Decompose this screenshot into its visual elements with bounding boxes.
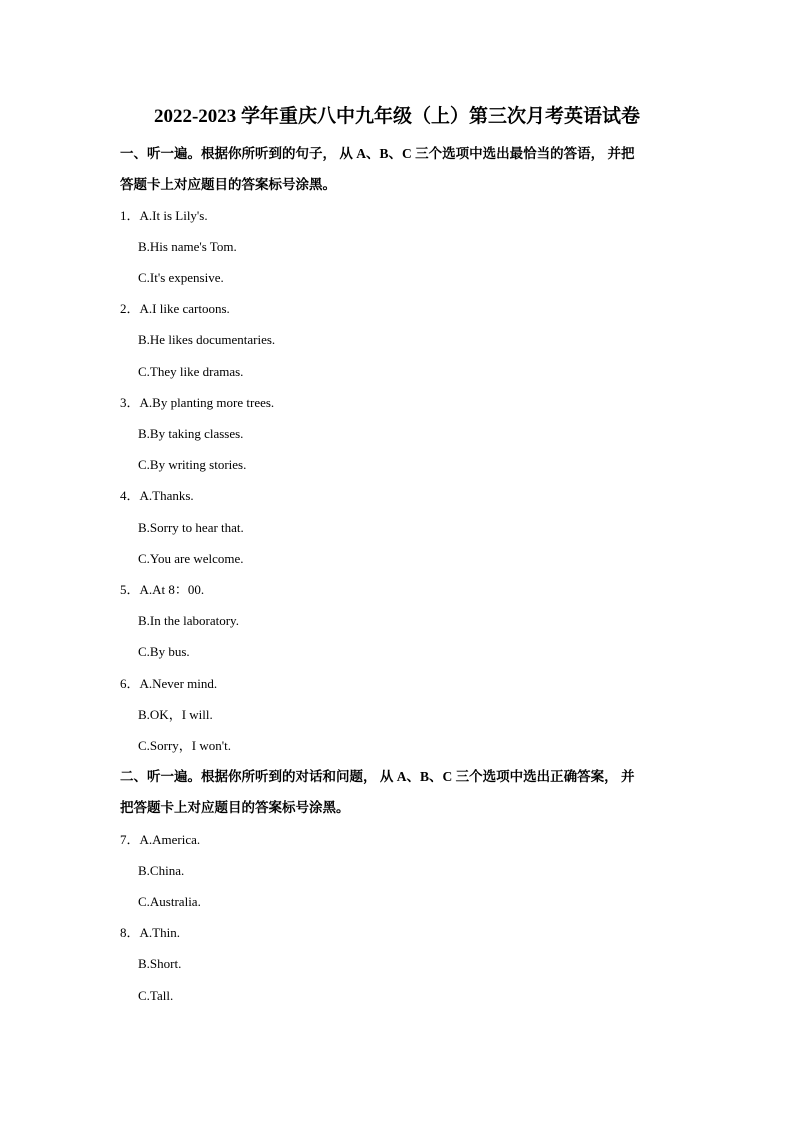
section-2-instructions xyxy=(120,767,680,818)
question-8-option-b: B.Short. xyxy=(138,956,182,971)
option-a: A.It is Lily's. xyxy=(139,208,208,223)
question-number: 8． xyxy=(120,925,140,940)
question-number: 4． xyxy=(120,488,140,503)
question-3 xyxy=(120,394,274,412)
question-3-option-b: B.By taking classes. xyxy=(138,426,244,441)
option-a: A.By planting more trees. xyxy=(139,395,275,410)
question-1 xyxy=(120,207,208,225)
question-2 xyxy=(120,300,230,318)
section-2-line-1: 二、听一遍。根据你所听到的对话和问题， 从 A、B、C 三个选项中选出正确答案， 并 xyxy=(120,769,635,784)
section-1-line-2: 答题卡上对应题目的答案标号涂黑。 xyxy=(120,177,336,192)
question-4 xyxy=(120,487,194,505)
page-title: 2022-2023 学年重庆八中九年级（上）第三次月考英语试卷 xyxy=(153,106,641,127)
question-3-option-c: C.By writing stories. xyxy=(138,457,247,472)
question-7-option-b: B.China. xyxy=(138,863,185,878)
question-5 xyxy=(120,581,204,599)
option-a: A.Thin. xyxy=(139,925,180,940)
question-number: 6． xyxy=(120,676,140,691)
question-6 xyxy=(120,675,217,693)
question-4-option-c: C.You are welcome. xyxy=(138,551,244,566)
question-8 xyxy=(120,924,180,942)
question-5-option-c: C.By bus. xyxy=(138,644,190,659)
question-5-option-b: B.In the laboratory. xyxy=(138,613,239,628)
question-7 xyxy=(120,831,200,849)
question-2-option-c: C.They like dramas. xyxy=(138,364,244,379)
option-a: A.Thanks. xyxy=(139,488,194,503)
option-a: A.At 8：00. xyxy=(139,582,205,597)
question-number: 7． xyxy=(120,832,140,847)
question-number: 5． xyxy=(120,582,140,597)
option-a: A.America. xyxy=(139,832,201,847)
question-6-option-c: C.Sorry，I won't. xyxy=(138,738,231,753)
option-a: A.Never mind. xyxy=(139,676,218,691)
question-number: 2． xyxy=(120,301,140,316)
question-6-option-b: B.OK，I will. xyxy=(138,707,213,722)
question-1-option-b: B.His name's Tom. xyxy=(138,239,237,254)
question-number: 3． xyxy=(120,395,140,410)
question-number: 1． xyxy=(120,208,140,223)
question-4-option-b: B.Sorry to hear that. xyxy=(138,520,244,535)
option-a: A.I like cartoons. xyxy=(139,301,230,316)
question-2-option-b: B.He likes documentaries. xyxy=(138,332,276,347)
section-1-line-1: 一、听一遍。根据你所听到的句子， 从 A、B、C 三个选项中选出最恰当的答语， 并把 xyxy=(120,146,635,161)
section-2-line-2: 把答题卡上对应题目的答案标号涂黑。 xyxy=(120,800,350,815)
question-7-option-c: C.Australia. xyxy=(138,894,201,909)
question-8-option-c: C.Tall. xyxy=(138,988,174,1003)
section-1-instructions xyxy=(120,144,680,195)
question-1-option-c: C.It's expensive. xyxy=(138,270,224,285)
